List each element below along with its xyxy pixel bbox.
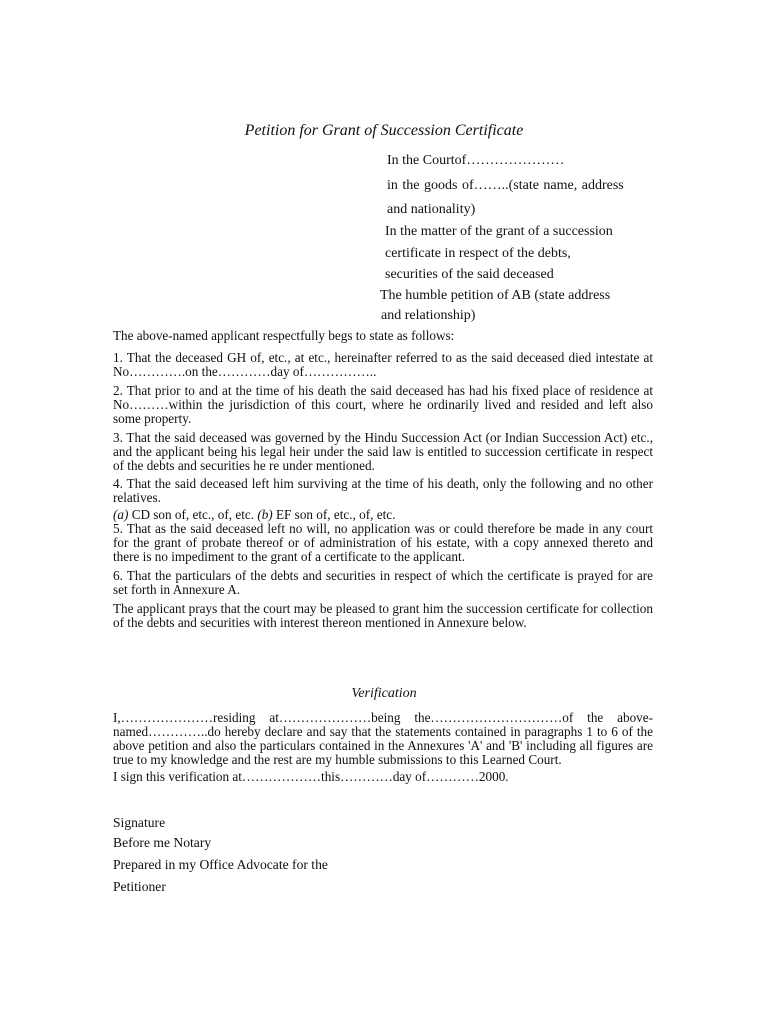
matter-line-1: In the matter of the grant of a succession [385,224,613,239]
notary-label: Before me Notary [113,835,212,850]
matter-line-2: certificate in respect of the debts, [385,246,571,261]
paragraph-6: 6. That the particulars of the debts and securities in respect of which the certificate is prayed for are set forth in Annexure A. [113,568,653,597]
relative-a-label: (a) [113,507,129,522]
paragraph-4-relatives [113,508,653,522]
matter-line-3: securities of the said deceased [385,267,554,282]
goods-line-1: in the goods of……..(state name, address [387,178,624,193]
verification-title: Verification [351,686,417,701]
paragraph-2: 2. That prior to and at the time of his death the said deceased has had his fixed place of residence at No………within the jurisdiction of this court, where he ordinarily lived and resided and left also some property. [113,383,653,426]
court-line: In the Courtof………………… [387,153,565,168]
humble-petition-line-1: The humble petition of AB (state address [380,288,611,303]
petition-body [113,329,653,630]
goods-line-2: and nationality) [387,202,476,217]
paragraph-4: 4. That the said deceased left him surviving at the time of his death, only the following and no other relatives. [113,476,653,505]
intro-statement: The above-named applicant respectfully begs to state as follows: [113,328,455,343]
signature-label: Signature [113,815,166,830]
relative-a-text: CD son of, etc., of, etc. [128,507,258,522]
humble-petition-line-2: and relationship) [381,308,476,323]
relative-b-text: EF son of, etc., of, etc. [272,507,396,522]
verification-sign-line: I sign this verification at………………this…………day of…………2000. [113,769,509,784]
document-title: Petition for Grant of Succession Certificate [244,122,524,139]
paragraph-3: 3. That the said deceased was governed by the Hindu Succession Act (or Indian Succession Act) etc., and the applicant being his legal heir under the said law is entitled to succession certificate in respect of the debts and securities he re under mentioned. [113,430,653,473]
relative-b-label: (b) [257,507,273,522]
paragraph-5: 5. That as the said deceased left no will, no application was or could therefore be made in any court for the grant of probate thereof or of administration of his estate, with a copy annexed thereto and there is no impediment to the grant of a certificate to the applicant. [113,521,653,564]
paragraph-1: 1. That the deceased GH of, etc., at etc., hereinafter referred to as the said deceased died intestate at No………….on the…………day of…………….. [113,350,653,379]
verification-section [113,711,653,784]
prepared-by-label: Prepared in my Office Advocate for the [113,857,328,872]
petitioner-label: Petitioner [113,879,166,894]
verification-text: I,…………………residing at…………………being the…………………………of the above-named…………..do hereby declare and say that the statements contained in paragraphs 1 to 6 of the above petition and also the particulars contained in the Annexures 'A' and 'B' including all figures are true to my knowledge and the rest are my humble submissions to this Learned Court. [113,710,653,767]
prayer-paragraph: The applicant prays that the court may be pleased to grant him the succession certificate for collection of the debts and securities with interest thereon mentioned in Annexure below. [113,601,653,630]
